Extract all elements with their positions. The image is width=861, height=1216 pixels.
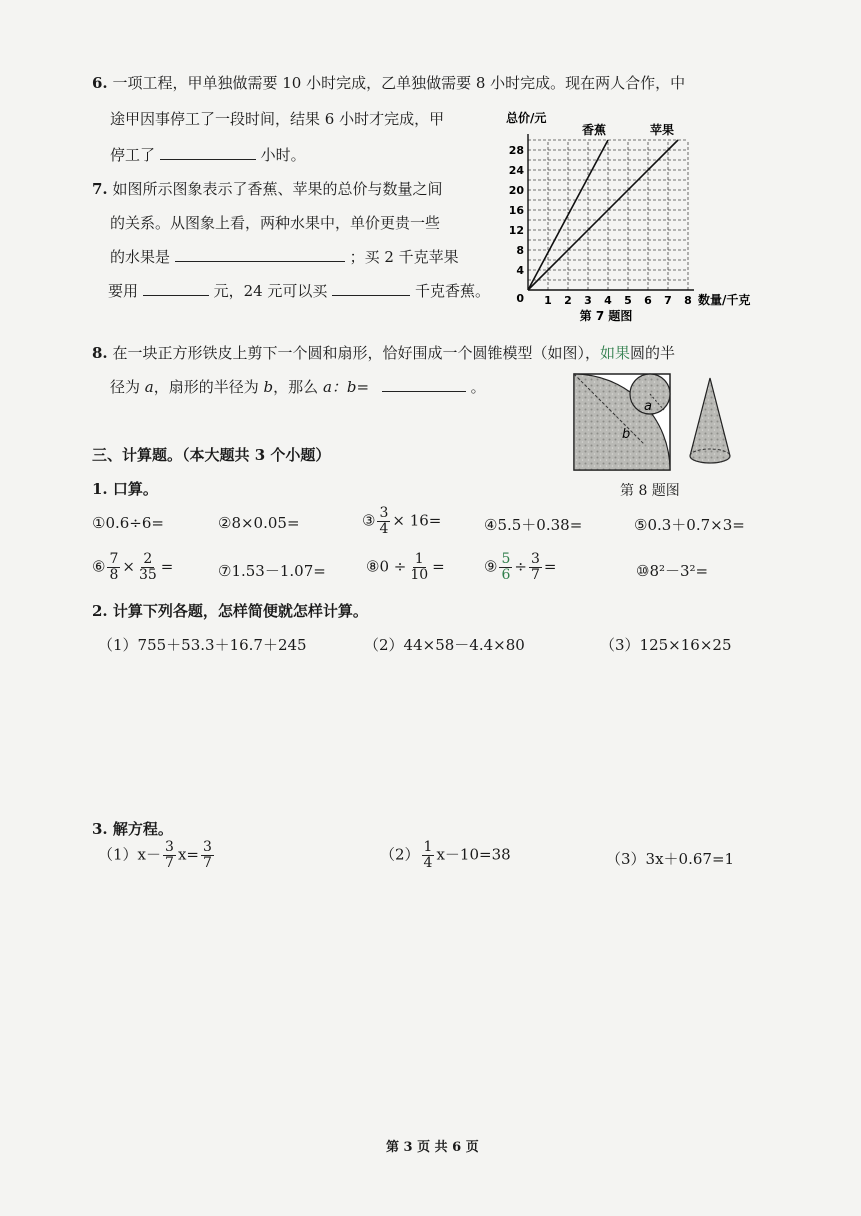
q8-text-line1b: 如果 — [599, 344, 630, 362]
q7-number: 7. — [92, 180, 108, 198]
x-tick-label: 2 — [564, 294, 572, 307]
x-tick-label: 3 — [584, 294, 592, 307]
page-footer: 第 3 页 共 6 页 — [386, 1140, 479, 1155]
q8-text-line2a: 径为 — [110, 378, 141, 396]
simplify-title: 2. 计算下列各题，怎样简便就怎样计算。 — [92, 602, 368, 620]
oral-item-3: ③ $\frac{3}{4}$ × 16= — [362, 505, 442, 537]
fig-label-a: a — [644, 399, 652, 414]
q8-text-end: 。 — [470, 378, 486, 396]
oral-item-7: ⑦1.53－1.07= — [218, 562, 326, 580]
x-axis-label: 数量/千克 — [698, 293, 751, 307]
y-tick-label: 28 — [508, 144, 524, 157]
x-tick-label: 6 — [644, 294, 652, 307]
chart-series — [528, 140, 678, 290]
x-tick-label: 8 — [684, 294, 692, 307]
cone-model — [690, 378, 730, 463]
simplify-item-2: （2）44×58－4.4×80 — [364, 636, 525, 654]
oral-item-6: ⑥ $\frac{7}{8}$ × $\frac{2}{35}$ = — [92, 551, 174, 583]
chart-grid — [528, 134, 694, 290]
q6-answer-blank[interactable] — [160, 159, 256, 160]
q7-text-line4c: 千克香蕉。 — [415, 282, 491, 300]
x-tick-label: 7 — [664, 294, 672, 307]
equation-3: （3）3x＋0.67=1 — [606, 850, 735, 868]
q7-answer-blank-2[interactable] — [143, 295, 209, 296]
q7-text-line3b: ；买 2 千克苹果 — [349, 248, 459, 266]
oral-item-8: ⑧0 ÷ $\frac{1}{10}$ = — [366, 551, 445, 583]
y-tick-label: 16 — [508, 204, 524, 217]
q8-text-line1c: 圆的半 — [629, 344, 675, 362]
q8-answer-blank[interactable] — [382, 391, 466, 392]
oral-item-10: ⑩8²－3²= — [636, 562, 709, 580]
q7-text-line4a: 要用 — [108, 282, 139, 300]
series-label: 香蕉 — [581, 123, 607, 137]
q8-number: 8. — [92, 344, 108, 362]
equation-title: 3. 解方程。 — [92, 820, 173, 838]
square-sheet — [574, 374, 670, 470]
q8-figure — [572, 372, 748, 476]
q8-text-line1a: 在一块正方形铁皮上剪下一个圆和扇形，恰好围成一个圆锥模型（如图）， — [112, 344, 600, 362]
q6-text-line1: 一项工程，甲单独做需要 10 小时完成，乙单独做需要 8 小时完成。现在两人合作，中 — [112, 74, 686, 92]
oral-item-9: ⑨ $\frac{5}{6}$ ÷ $\frac{3}{7}$ = — [484, 551, 557, 583]
q8-var-b: b — [263, 378, 274, 396]
y-tick-label: 4 — [516, 264, 524, 277]
q6-number: 6. — [92, 74, 108, 92]
q7-text-line1: 如图所示图象表示了香蕉、苹果的总价与数量之间 — [112, 180, 443, 198]
q6-text-line3a: 停工了 — [110, 146, 156, 164]
y-tick-label: 24 — [508, 164, 524, 177]
q8-ratio: a：b= — [322, 378, 370, 396]
series-label: 苹果 — [649, 123, 675, 137]
equation-2: （2） $\frac{1}{4}$ x－10=38 — [380, 839, 511, 871]
q7-text-line4b: 元，24 元可以买 — [213, 282, 328, 300]
q6-text-line2: 途甲因事停工了一段时间，结果 6 小时才完成，甲 — [110, 110, 445, 128]
q7-answer-blank-1[interactable] — [175, 261, 345, 262]
q8-text-line2c: ，那么 — [273, 378, 319, 396]
fig-label-b: b — [622, 427, 631, 442]
section3-heading: 三、计算题。（本大题共 3 个小题） — [92, 446, 331, 464]
x-tick-label: 5 — [624, 294, 632, 307]
series-line — [528, 140, 678, 290]
oral-calc-title: 1. 口算。 — [92, 480, 158, 498]
oral-item-5: ⑤0.3＋0.7×3= — [634, 516, 745, 534]
simplify-item-1: （1）755＋53.3＋16.7＋245 — [98, 636, 307, 654]
q7-text-line2: 的关系。从图象上看，两种水果中，单价更贵一些 — [110, 214, 441, 232]
x-tick-label: 4 — [604, 294, 612, 307]
x-tick-label: 1 — [544, 294, 552, 307]
oral-item-4: ④5.5＋0.38= — [484, 516, 583, 534]
origin-label: 0 — [516, 292, 524, 305]
y-tick-label: 8 — [516, 244, 524, 257]
chart-title: 第 7 题图 — [579, 309, 633, 323]
oral-item-2: ②8×0.05= — [218, 514, 300, 532]
q8-var-a: a — [144, 378, 154, 396]
q7-chart — [492, 104, 782, 326]
q7-text-line3a: 的水果是 — [110, 248, 171, 266]
chart-labels — [506, 110, 750, 323]
q6-text-line3b: 小时。 — [260, 146, 306, 164]
q8-text-line2b: ，扇形的半径为 — [153, 378, 259, 396]
y-axis-label: 总价/元 — [506, 111, 547, 125]
equation-1: （1）x－ $\frac{3}{7}$ x= $\frac{3}{7}$ — [98, 839, 212, 871]
q7-answer-blank-3[interactable] — [332, 295, 410, 296]
y-tick-label: 12 — [508, 224, 524, 237]
simplify-item-3: （3）125×16×25 — [600, 636, 732, 654]
oral-item-1: ①0.6÷6= — [92, 514, 164, 532]
y-tick-label: 20 — [508, 184, 524, 197]
q8-caption: 第 8 题图 — [620, 483, 680, 499]
